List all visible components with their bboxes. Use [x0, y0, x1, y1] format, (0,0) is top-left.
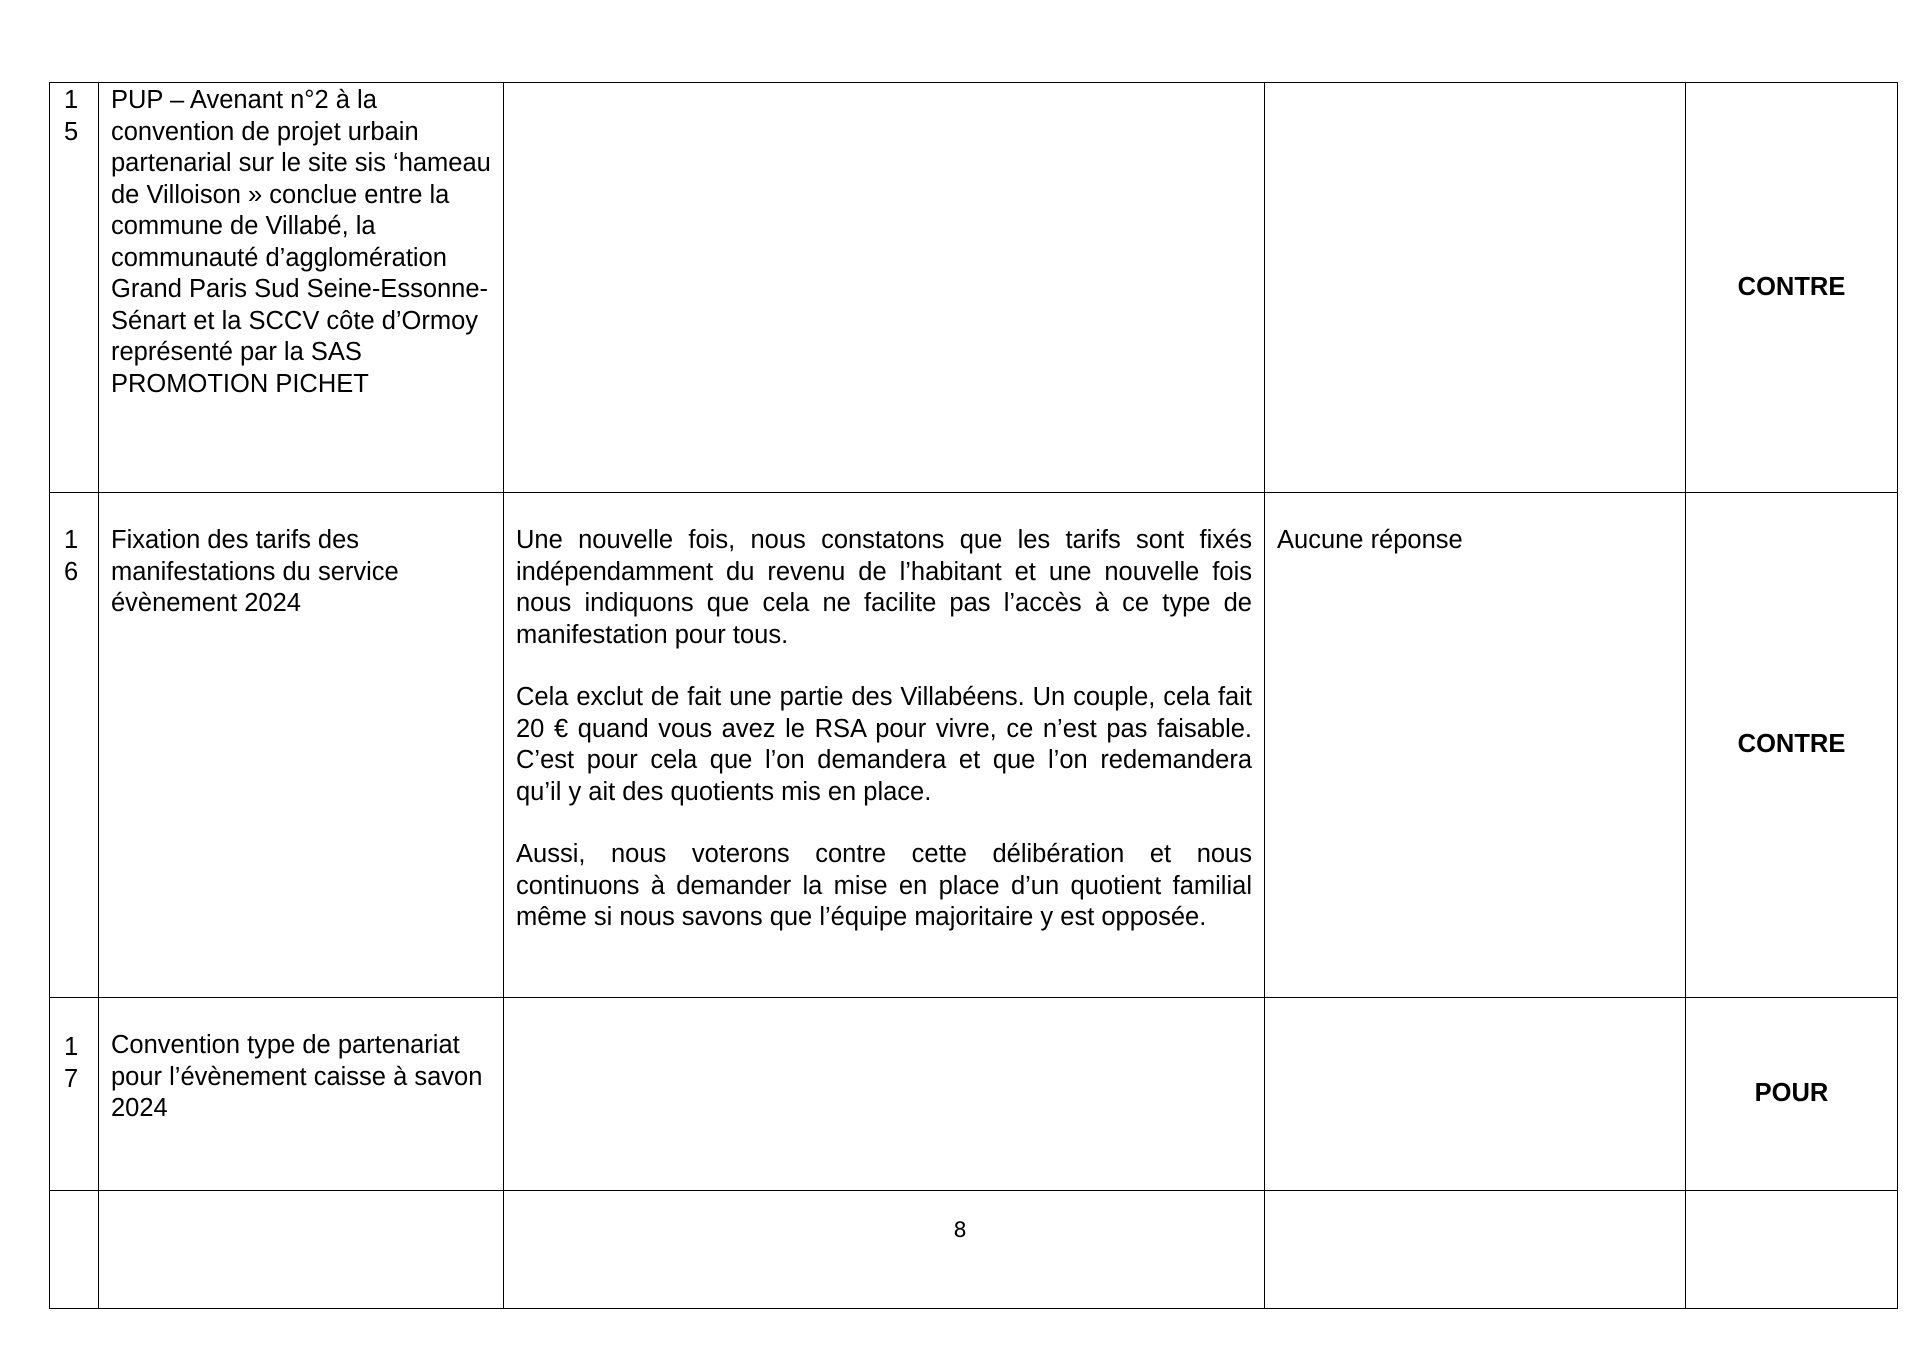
item-number-digit: 7 [64, 1064, 79, 1093]
empty-cell [99, 1191, 504, 1309]
item-number [50, 493, 99, 998]
item-vote: CONTRE [1686, 83, 1898, 493]
page-number: 8 [953, 1218, 967, 1242]
item-number-digit: 5 [64, 117, 79, 146]
item-comment [504, 998, 1265, 1191]
item-title: Convention type de partenariat pour l’évènement caisse à savon 2024 [99, 998, 504, 1191]
item-number [50, 998, 99, 1191]
item-reply [1265, 998, 1686, 1191]
table-row [50, 83, 1898, 493]
empty-cell [1265, 1191, 1686, 1309]
item-number [50, 83, 99, 493]
empty-cell [50, 1191, 99, 1309]
item-number-digit: 6 [64, 557, 79, 586]
deliberations-table [49, 82, 1898, 1309]
empty-cell [1686, 1191, 1898, 1309]
empty-cell [504, 1191, 1265, 1309]
item-comment [504, 83, 1265, 493]
table-row [50, 998, 1898, 1191]
item-comment [504, 493, 1265, 998]
item-number-digit: 1 [64, 1033, 79, 1061]
comment-paragraph: Aussi, nous voterons contre cette délibération et nous continuons à demander la mise en place d’un quotient familial même si nous savons que l’équipe majoritaire y est opposée. [516, 840, 1252, 931]
item-reply [1265, 83, 1686, 493]
table-row [50, 493, 1898, 998]
comment-paragraph: Cela exclut de fait une partie des Villabéens. Un couple, cela fait 20 € quand vous avez le RSA pour vivre, ce n’est pas faisable. C’est pour cela que l’on demandera et que l’on redemandera qu’il y ait des quotients mis en place. [516, 683, 1252, 806]
item-title: PUP – Avenant n°2 à la convention de projet urbain partenarial sur le site sis ‘hameau de Villoison » conclue entre la commune de Villabé, la communauté d’agglomération Grand Paris Sud Seine-Essonne-Sénart et la SCCV côte d’Ormoy représenté par la SAS PROMOTION PICHET [99, 83, 504, 493]
item-title: Fixation des tarifs des manifestations du service évènement 2024 [99, 493, 504, 998]
item-number-digit: 1 [64, 526, 79, 554]
item-vote: CONTRE [1686, 493, 1898, 998]
comment-paragraph: Une nouvelle fois, nous constatons que les tarifs sont fixés indépendamment du revenu de l’habitant et une nouvelle fois nous indiquons que cela ne facilite pas l’accès à ce type de manifestation pour tous. [516, 526, 1252, 649]
item-vote: POUR [1686, 998, 1898, 1191]
item-reply: Aucune réponse [1265, 493, 1686, 998]
item-number-digit: 1 [64, 86, 79, 114]
table-row-empty [50, 1191, 1898, 1309]
